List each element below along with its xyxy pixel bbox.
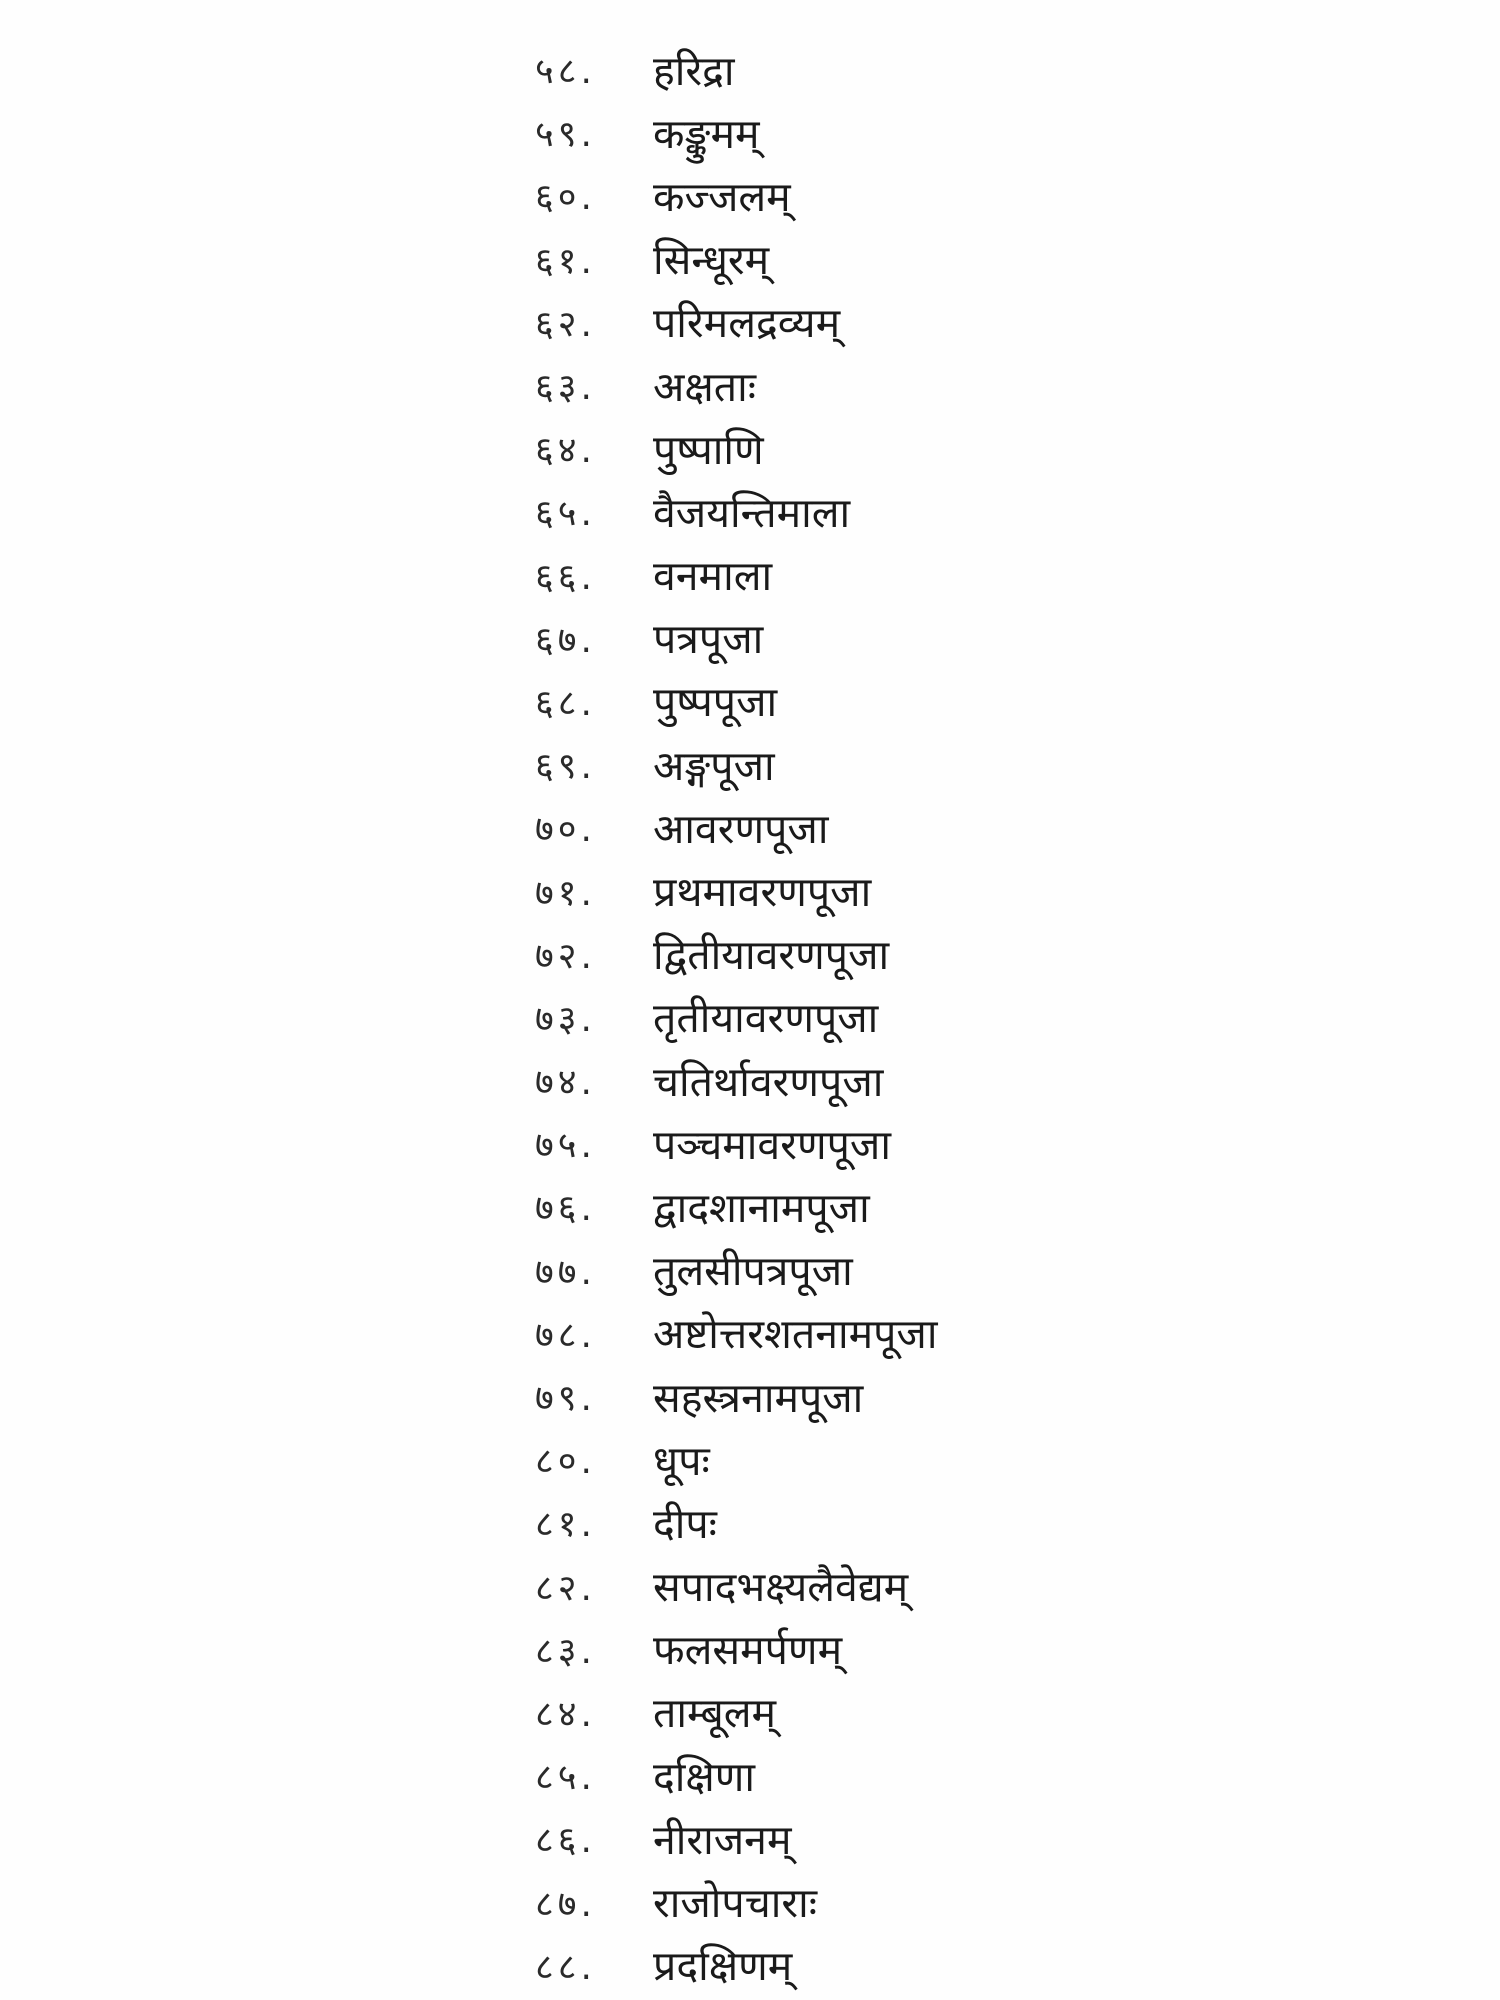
list-item <box>535 670 937 733</box>
item-term: वैजयन्तिमाला <box>653 488 851 537</box>
item-number: ७८. <box>535 1314 596 1356</box>
list-item <box>535 1807 937 1870</box>
item-number: ८१. <box>535 1504 596 1546</box>
item-number: ६८. <box>535 682 596 724</box>
item-term: राजोपचाराः <box>653 1879 818 1928</box>
list-item <box>535 1302 937 1365</box>
list-item <box>535 1618 937 1681</box>
list-item <box>535 796 937 859</box>
item-term: द्वादशानामपूजा <box>653 1183 870 1232</box>
list-item <box>535 480 937 543</box>
item-term: प्रदक्षिणम् <box>653 1942 793 1991</box>
list-item <box>535 1365 937 1428</box>
list-item <box>535 607 937 670</box>
item-term: परिमलद्रव्यम् <box>653 299 841 348</box>
list-item <box>535 38 937 101</box>
item-number: ५९. <box>535 114 596 156</box>
item-number: ७७. <box>535 1251 596 1293</box>
list-item <box>535 164 937 227</box>
list-item <box>535 101 937 164</box>
item-number: ८६. <box>535 1820 596 1862</box>
item-number: ६०. <box>535 177 596 219</box>
item-number: ८८. <box>535 1946 596 1988</box>
item-term: तुलसीपत्रपूजा <box>653 1247 853 1296</box>
item-number: ८२. <box>535 1567 596 1609</box>
item-number: ७४. <box>535 1062 596 1104</box>
item-term: अक्षताः <box>653 362 756 411</box>
item-number: ६६. <box>535 556 596 598</box>
item-term: पत्रपूजा <box>653 615 764 664</box>
item-term: दीपः <box>653 1499 717 1548</box>
list-item <box>535 544 937 607</box>
item-term: अङ्गपूजा <box>653 741 775 790</box>
item-term: दक्षिणा <box>653 1752 756 1801</box>
item-term: चतिर्थावरणपूजा <box>653 1057 884 1106</box>
list-item <box>535 1681 937 1744</box>
item-term: पुष्पाणि <box>653 425 764 474</box>
item-term: नीराजनम् <box>653 1815 792 1864</box>
item-term: फलसमर्पणम् <box>653 1626 843 1675</box>
list-item <box>535 1744 937 1807</box>
list-item <box>535 291 937 354</box>
list-item <box>535 1870 937 1933</box>
item-term: धूपः <box>653 1436 710 1485</box>
item-term: द्वितीयावरणपूजा <box>653 931 890 980</box>
item-term: प्रथमावरणपूजा <box>653 868 872 917</box>
item-term: ताम्बूलम् <box>653 1689 777 1738</box>
list-item <box>535 1491 937 1554</box>
item-number: ६५. <box>535 493 596 535</box>
item-term: वनमाला <box>653 552 773 601</box>
item-number: ८५. <box>535 1757 596 1799</box>
list-item <box>535 1049 937 1112</box>
item-term: सपादभक्ष्यलैवेद्यम् <box>653 1563 909 1612</box>
item-term: सिन्धूरम् <box>653 236 770 285</box>
item-number: ७३. <box>535 998 596 1040</box>
list-item <box>535 354 937 417</box>
list-item <box>535 1239 937 1302</box>
list-item <box>535 986 937 1049</box>
list-item <box>535 1175 937 1238</box>
item-number: ८०. <box>535 1441 596 1483</box>
list-item <box>535 228 937 291</box>
item-number: ६९. <box>535 746 596 788</box>
item-number: ८७. <box>535 1883 596 1925</box>
item-number: ७५. <box>535 1125 596 1167</box>
item-number: ६७. <box>535 619 596 661</box>
list-item <box>535 1934 937 1997</box>
item-number: ६३. <box>535 367 596 409</box>
list-item <box>535 1428 937 1491</box>
item-number: ७१. <box>535 872 596 914</box>
item-number: ८३. <box>535 1630 596 1672</box>
list-item <box>535 859 937 922</box>
item-term: कङ्कुमम् <box>653 109 760 158</box>
list-item <box>535 733 937 796</box>
item-term: अष्टोत्तरशतनामपूजा <box>653 1310 938 1359</box>
list-item <box>535 923 937 986</box>
item-term: सहस्त्रनामपूजा <box>653 1373 864 1422</box>
item-number: ६४. <box>535 430 596 472</box>
upachara-list <box>535 38 937 1997</box>
item-term: आवरणपूजा <box>653 804 829 853</box>
item-term: पञ्चमावरणपूजा <box>653 1120 891 1169</box>
item-number: ७२. <box>535 935 596 977</box>
list-item <box>535 417 937 480</box>
item-number: ७०. <box>535 809 596 851</box>
list-item <box>535 1112 937 1175</box>
item-term: हरिद्रा <box>653 46 735 95</box>
item-term: तृतीयावरणपूजा <box>653 994 879 1043</box>
item-number: ७६. <box>535 1188 596 1230</box>
item-term: कज्जलम् <box>653 172 791 221</box>
item-term: पुष्पपूजा <box>653 678 778 727</box>
item-number: ६१. <box>535 240 596 282</box>
item-number: ७९. <box>535 1378 596 1420</box>
item-number: ५८. <box>535 51 596 93</box>
item-number: ६२. <box>535 303 596 345</box>
item-number: ८४. <box>535 1693 596 1735</box>
list-item <box>535 1555 937 1618</box>
